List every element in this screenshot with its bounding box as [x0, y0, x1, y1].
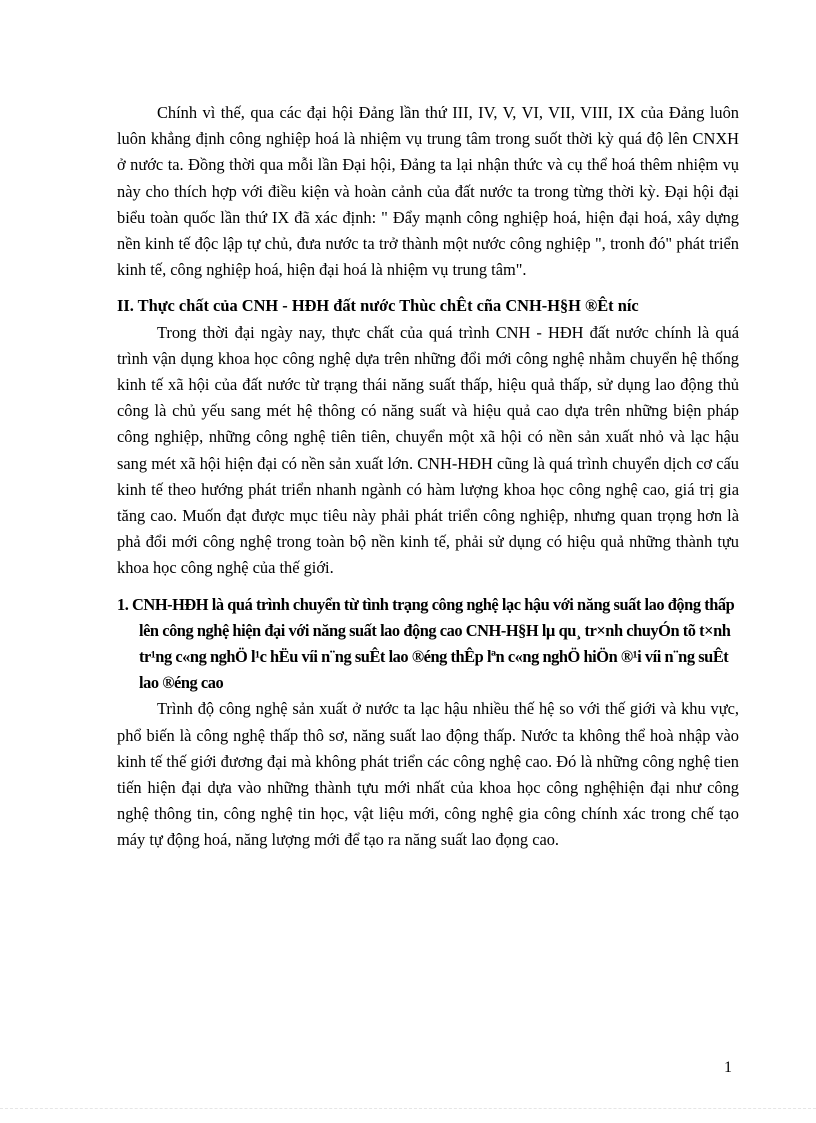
- paragraph-party-congresses: Chính vì thế, qua các đại hội Đảng lần thứ III, IV, V, VI, VII, VIII, IX của Đảng luôn luôn khẳng định công nghiệp hoá là nhiệm vụ trung tâm trong suốt thời kỳ quá độ lên CNXH ở nước ta. Đồng thời qua mỗi lần Đại hội, Đảng ta lại nhận thức và cụ thể hoá thêm nhiệm vụ này cho thích hợp với điều kiện và hoàn cảnh của đất nước ta trong từng thời kỳ. Đại hội đại biểu toàn quốc lần thứ IX đã xác định: " Đẩy mạnh công nghiệp hoá, hiện đại hoá, xây dựng nền kinh tế độc lập tự chủ, đưa nước ta trở thành một nước công nghiệp ", tronh đó" phát triển kinh tế, công nghiệp hoá, hiện đại hoá là nhiệm vụ trung tâm".: [117, 103, 739, 280]
- document-body: [117, 100, 739, 854]
- spacer: [117, 283, 739, 293]
- page-bottom-divider: [0, 1108, 816, 1109]
- section-heading-essence: II. Thực chất của CNH - HĐH đất nước Thùc chÊt cña CNH-H§H ®Êt níc: [117, 296, 639, 316]
- page-number: 1: [724, 1059, 732, 1076]
- subsection-heading-technology: 1. CNH-HĐH là quá trình chuyển từ tình trạng công nghệ lạc hậu với năng suất lao động thấp lên công nghệ hiện đại với năng suất lao động cao CNH-H§H lµ qu¸ tr×nh chuyÓn tõ t×nh tr¹ng c«ng nghÖ l¹c hËu víi n¨ng suÊt lao ®éng thÊp lªn c«ng nghÖ hiÖn ®¹i víi n¨ng suÊt lao ®éng cao: [117, 594, 735, 693]
- paragraph-technology-level: Trình độ công nghệ sản xuất ở nước ta lạc hậu nhiều thế hệ so với thế giới và khu vực, phổ biến là công nghệ thấp thô sơ, năng suất lao động thấp. Nước ta không thể hoà nhập vào kinh tế thế giới đương đại mà không phát triển các công nghệ cao. Đó là những công nghệ tien tiến hiện đại dựa vào những thành tựu mới nhất của khoa học công nghệhiện đại như công nghệ thông tin, công nghệ tin học, vật liệu mới, công nghệ gia công chính xác trong chế tạo máy tự động hoá, năng lượng mới để tạo ra năng suất lao đọng cao.: [117, 699, 739, 850]
- spacer: [117, 582, 739, 592]
- paragraph-essence: Trong thời đại ngày nay, thực chất của quá trình CNH - HĐH đất nước chính là quá trình vận dụng khoa học công nghệ dựa trên những đổi mới công nghệ nhằm chuyển hệ thống kinh tế xã hội của đất nước từ trạng thái năng suất thấp, hiệu quả thấp, sử dụng lao động thủ công là chủ yếu sang mét hệ thông có năng suất và hiệu quả cao dựa trên những biện pháp công nghiệp, những công nghệ tiên tiên, chuyển một xã hội có nền sản xuất nhỏ và lạc hậu sang mét xã hội hiện đại có nền sản xuất lớn. CNH-HĐH cũng là quá trình chuyển dịch cơ cấu kinh tế theo hướng phát triển nhanh ngành có hàm lượng khoa học công nghệ cao, giá trị gia tăng cao. Muốn đạt được mục tiêu này phải phát triển công nghiệp, nhưng quan trọng hơn là phả đổi mới công nghệ trong toàn bộ nền kinh tế, phải sử dụng có hiệu quả những thành tựu khoa học công nghệ của thế giới.: [117, 322, 739, 578]
